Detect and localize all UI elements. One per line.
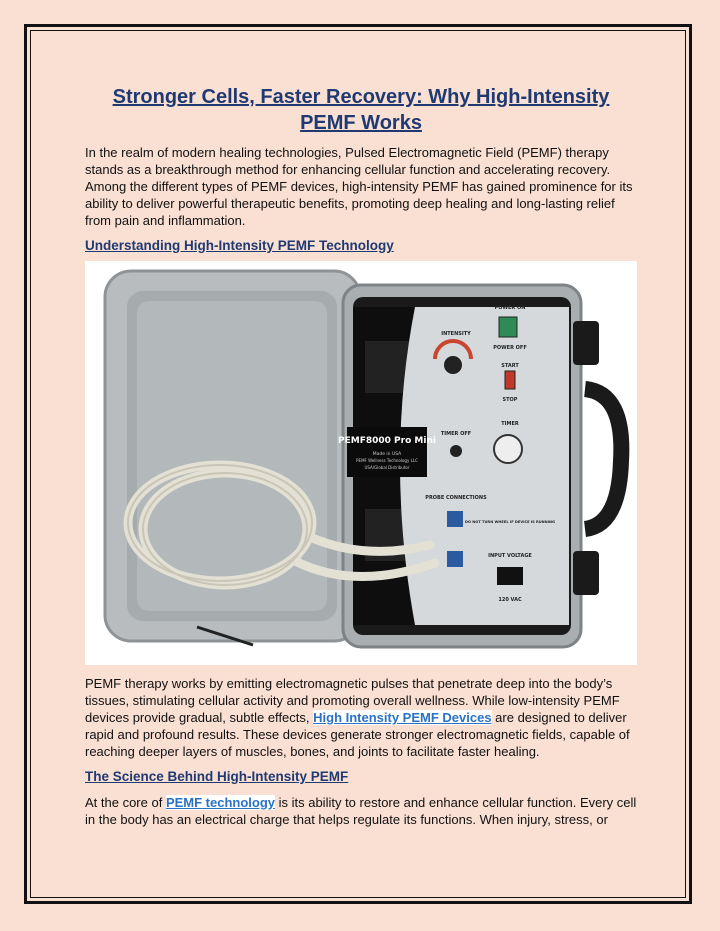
link-high-intensity-pemf-devices[interactable]: High Intensity PEMF Devices xyxy=(313,710,492,725)
label-stop: STOP xyxy=(502,397,518,403)
device-made-in: Made in USA xyxy=(372,452,402,457)
label-timer: TIMER xyxy=(501,421,519,427)
label-probe-connections: PROBE CONNECTIONS xyxy=(425,495,487,501)
paragraph-text: is its ability to restore and enhance cellular function. Every cell in the body has an electrical charge that helps regulate its functions. When injury, stress, or xyxy=(85,795,637,827)
page-title: Stronger Cells, Faster Recovery: Why High-Intensity PEMF Works xyxy=(112,86,610,134)
label-warning: DO NOT TURN WHEEL IF DEVICE IS RUNNING xyxy=(465,520,555,524)
label-vac: 120 VAC xyxy=(498,597,522,603)
link-pemf-technology[interactable]: PEMF technology xyxy=(165,795,275,810)
paragraph-pemf-works xyxy=(85,675,637,760)
section-heading-science: The Science Behind High-Intensity PEMF xyxy=(85,769,349,784)
paragraph-text: At the core of xyxy=(85,795,166,810)
label-start: START xyxy=(501,363,519,369)
device-distributor: USA/Global Distributor xyxy=(364,465,410,470)
paragraph-science xyxy=(85,794,637,828)
section-heading-understanding: Understanding High-Intensity PEMF Technology xyxy=(85,238,394,253)
label-intensity: INTENSITY xyxy=(441,331,471,337)
intro-paragraph: In the realm of modern healing technologies, Pulsed Electromagnetic Field (PEMF) therapy stands as a breakthrough method for enhancing cellular function and accelerating recovery. Among the different types of PEMF devices, high-intensity PEMF has gained prominence for its ability to deliver powerful therapeutic benefits, promoting deep healing and long-lasting relief from pain and inflammation. xyxy=(85,145,633,228)
device-brand-label: PEMF8000 Pro Mini xyxy=(338,436,436,446)
paragraph-text: PEMF therapy works by emitting electromagnetic pulses that penetrate deep into the body’s tissues, stimulating cellular activity and promoting overall wellness. While low-intensity PEMF devices provide gradual, subtle effects, xyxy=(85,676,620,725)
label-power-off: POWER OFF xyxy=(493,345,527,351)
pemf-device-photo xyxy=(85,261,637,665)
article xyxy=(85,84,637,828)
label-power-on: POWER ON xyxy=(494,305,526,311)
label-timer-off: TIMER OFF xyxy=(440,431,472,437)
label-input-voltage: INPUT VOLTAGE xyxy=(488,553,532,559)
paragraph-text: are designed to deliver rapid and profound results. These devices generate stronger electromagnetic fields, capable of reaching deeper layers of muscles, bones, and joints to facilitate faster healing. xyxy=(85,710,630,759)
device-company: PEMF Wellness Technology LLC xyxy=(356,458,418,463)
